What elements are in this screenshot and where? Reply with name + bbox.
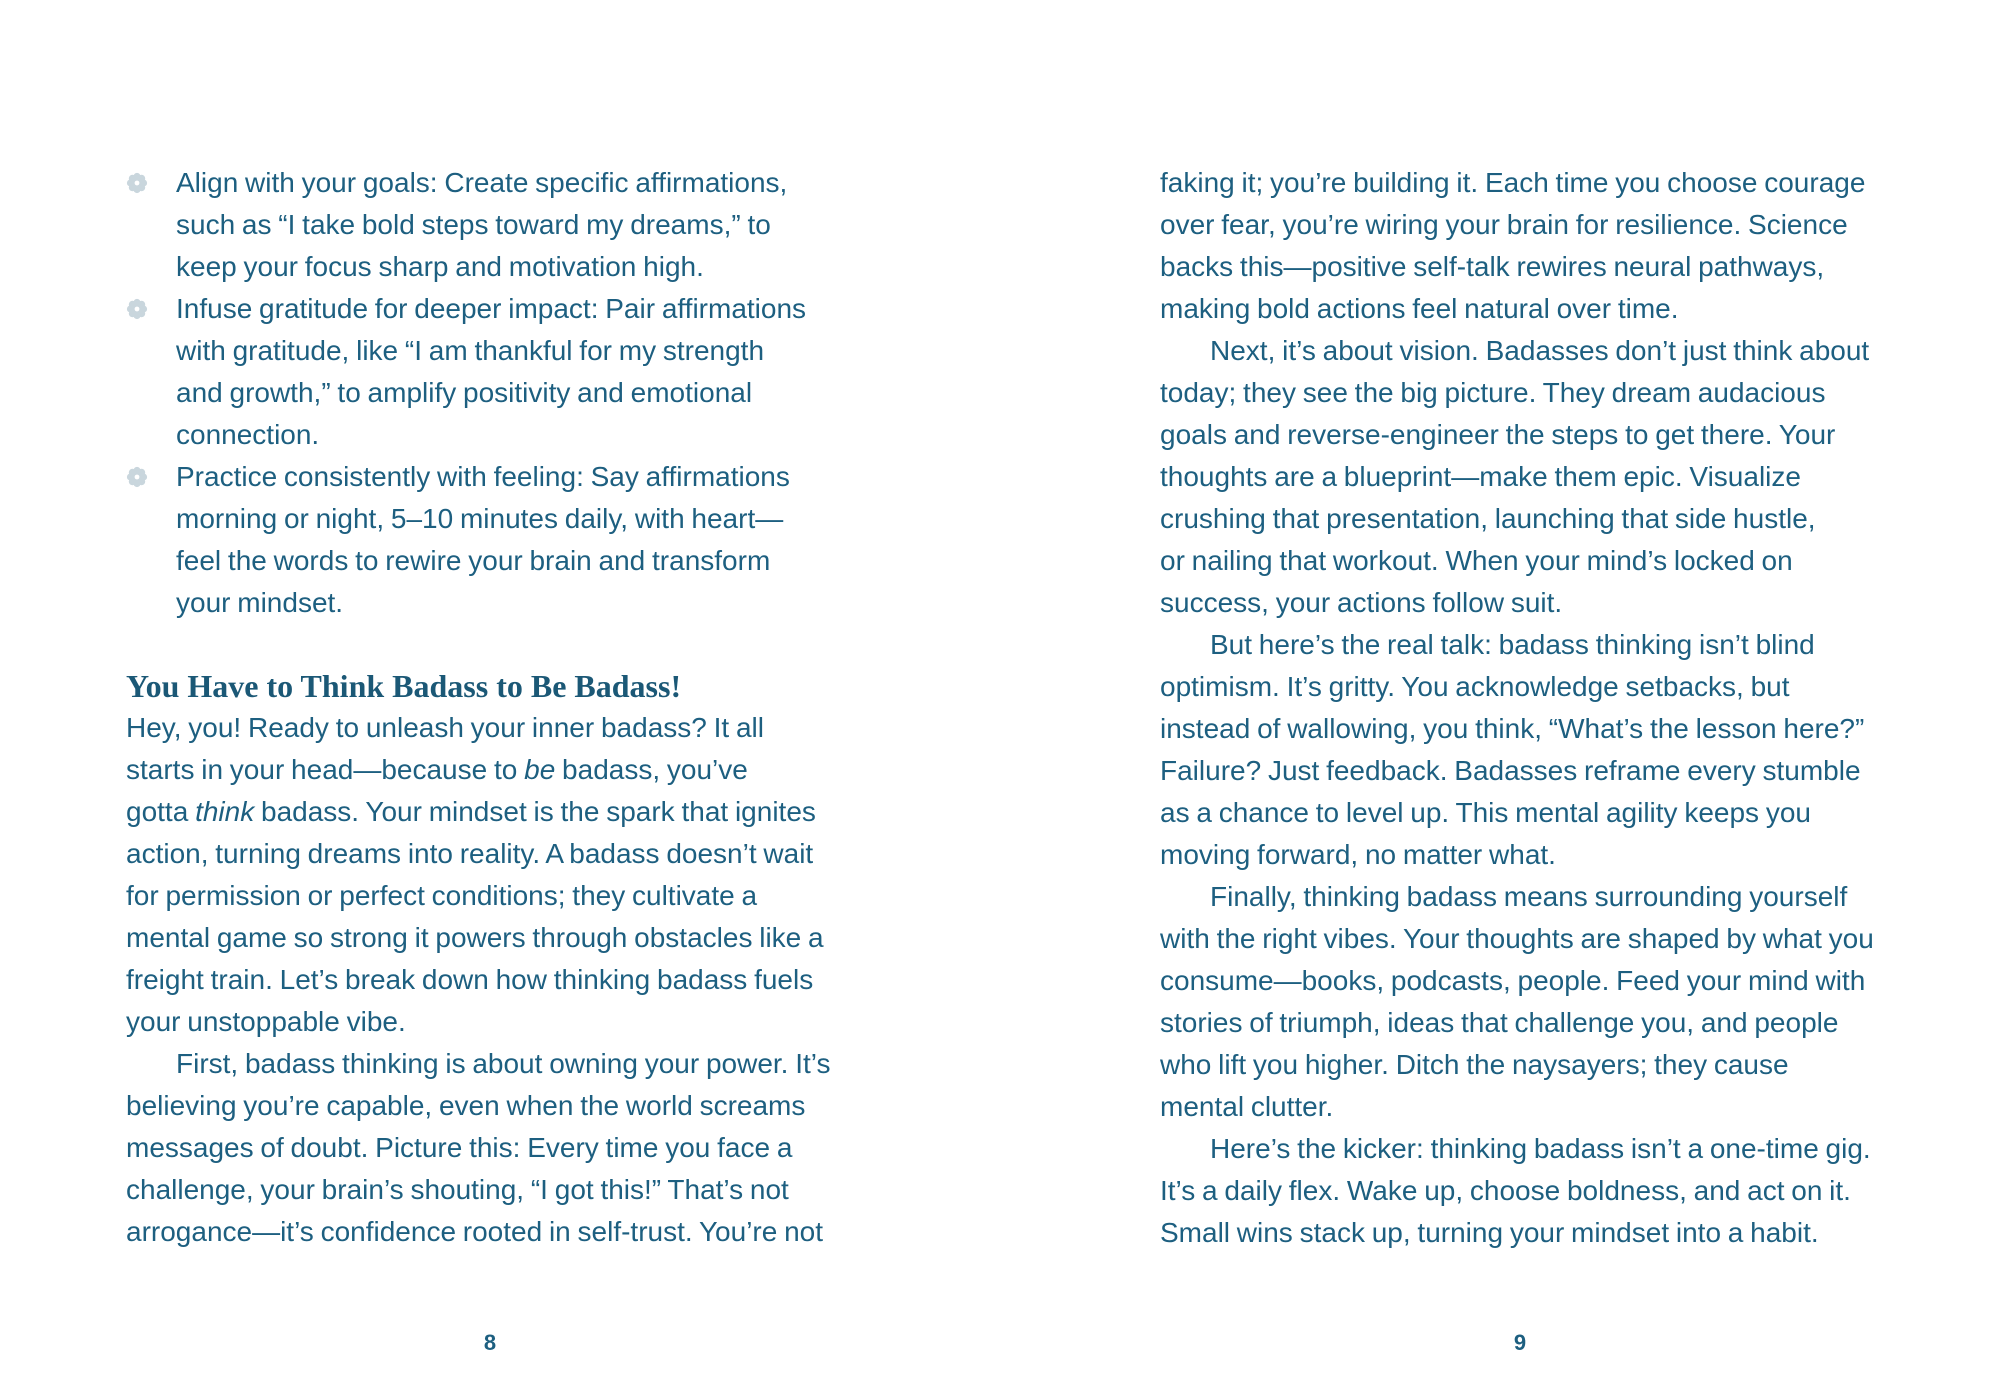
flower-bullet-icon (126, 172, 148, 194)
emphasis-think: think (195, 796, 255, 827)
bullet-text (176, 288, 854, 456)
bullet-text (176, 162, 854, 288)
text-line: Hey, you! Ready to unleash your inner badass? It all (126, 712, 764, 743)
text-line: Failure? Just feedback. Badasses reframe every stumble (1160, 755, 1861, 786)
text-line: with the right vibes. Your thoughts are shaped by what you (1160, 923, 1874, 954)
text-line: feel the words to rewire your brain and transform (176, 545, 771, 576)
text-line: Infuse gratitude for deeper impact: Pair affirmations (176, 293, 807, 324)
text-line: success, your actions follow suit. (1160, 587, 1563, 618)
text-line: today; they see the big picture. They dream audacious (1160, 377, 1826, 408)
text-line: making bold actions feel natural over time. (1160, 293, 1679, 324)
left-page (126, 162, 854, 1253)
intro-paragraph (126, 707, 854, 1043)
text-line: goals and reverse-engineer the steps to get there. Your (1160, 419, 1836, 450)
flower-bullet-icon (126, 298, 148, 320)
page-number: 9 (1513, 1330, 1527, 1355)
text-line: believing you’re capable, even when the world screams (126, 1090, 806, 1121)
text-line: over fear, you’re wiring your brain for resilience. Science (1160, 209, 1848, 240)
text-line: Align with your goals: Create specific affirmations, (176, 167, 788, 198)
body-paragraph-vision (1160, 330, 1900, 624)
text-line: as a chance to level up. This mental agility keeps you (1160, 797, 1811, 828)
text-line: It’s a daily flex. Wake up, choose boldness, and act on it. (1160, 1175, 1851, 1206)
text-line: freight train. Let’s break down how thinking badass fuels (126, 964, 814, 995)
text-run: gotta (126, 796, 196, 827)
text-line: arrogance—it’s confidence rooted in self-trust. You’re not (126, 1216, 824, 1247)
text-line: stories of triumph, ideas that challenge you, and people (1160, 1007, 1839, 1038)
text-line: challenge, your brain’s shouting, “I got this!” That’s not (126, 1174, 789, 1205)
text-line: But here’s the real talk: badass thinking isn’t blind (1210, 629, 1815, 660)
text-line: or nailing that workout. When your mind’s locked on (1160, 545, 1793, 576)
text-line (126, 749, 854, 791)
text-line: moving forward, no matter what. (1160, 839, 1556, 870)
body-paragraph-continued (1160, 162, 1900, 330)
text-line: mental game so strong it powers through obstacles like a (126, 922, 824, 953)
text-run: badass. Your mindset is the spark that ignites (254, 796, 816, 827)
right-page (1160, 162, 1900, 1254)
text-line: your unstoppable vibe. (126, 1006, 406, 1037)
bullet-item-practice-consistently (126, 456, 854, 624)
text-line: action, turning dreams into reality. A badass doesn’t wait (126, 838, 814, 869)
text-line: and growth,” to amplify positivity and emotional (176, 377, 753, 408)
text-line: mental clutter. (1160, 1091, 1334, 1122)
text-line: Next, it’s about vision. Badasses don’t just think about (1210, 335, 1870, 366)
text-line: for permission or perfect conditions; they cultivate a (126, 880, 758, 911)
section-heading: You Have to Think Badass to Be Badass! (126, 668, 682, 704)
text-line: backs this—positive self-talk rewires neural pathways, (1160, 251, 1825, 282)
text-line: First, badass thinking is about owning your power. It’s (176, 1048, 831, 1079)
body-paragraph-real-talk (1160, 624, 1900, 876)
text-line: thoughts are a blueprint—make them epic. Visualize (1160, 461, 1801, 492)
text-line (126, 791, 854, 833)
text-line: such as “I take bold steps toward my dreams,” to (176, 209, 771, 240)
text-line: Small wins stack up, turning your mindset into a habit. (1160, 1217, 1819, 1248)
text-line: morning or night, 5–10 minutes daily, with heart— (176, 503, 784, 534)
bullet-text (176, 456, 854, 624)
text-line: who lift you higher. Ditch the naysayers; they cause (1160, 1049, 1789, 1080)
text-run: badass, you’ve (555, 754, 748, 785)
text-line: faking it; you’re building it. Each time you choose courage (1160, 167, 1866, 198)
text-line: Here’s the kicker: thinking badass isn’t a one-time gig. (1210, 1133, 1871, 1164)
text-run: starts in your head—because to (126, 754, 525, 785)
text-line: consume—books, podcasts, people. Feed your mind with (1160, 965, 1866, 996)
body-paragraph-vibes (1160, 876, 1900, 1128)
page-number: 8 (483, 1330, 497, 1355)
text-line: your mindset. (176, 587, 344, 618)
emphasis-be: be (524, 754, 556, 785)
body-paragraph-power (126, 1043, 854, 1253)
text-line: crushing that presentation, launching that side hustle, (1160, 503, 1816, 534)
text-line: instead of wallowing, you think, “What’s the lesson here?” (1160, 713, 1865, 744)
text-line: keep your focus sharp and motivation high. (176, 251, 704, 282)
affirmation-bullet-list (126, 162, 854, 624)
text-line: Practice consistently with feeling: Say affirmations (176, 461, 790, 492)
text-line: Finally, thinking badass means surrounding yourself (1210, 881, 1848, 912)
body-paragraph-kicker (1160, 1128, 1900, 1254)
bullet-item-align-goals (126, 162, 854, 288)
bullet-item-infuse-gratitude (126, 288, 854, 456)
text-line: with gratitude, like “I am thankful for my strength (176, 335, 765, 366)
flower-bullet-icon (126, 466, 148, 488)
text-line: messages of doubt. Picture this: Every time you face a (126, 1132, 793, 1163)
text-line: optimism. It’s gritty. You acknowledge setbacks, but (1160, 671, 1790, 702)
text-line: connection. (176, 419, 320, 450)
